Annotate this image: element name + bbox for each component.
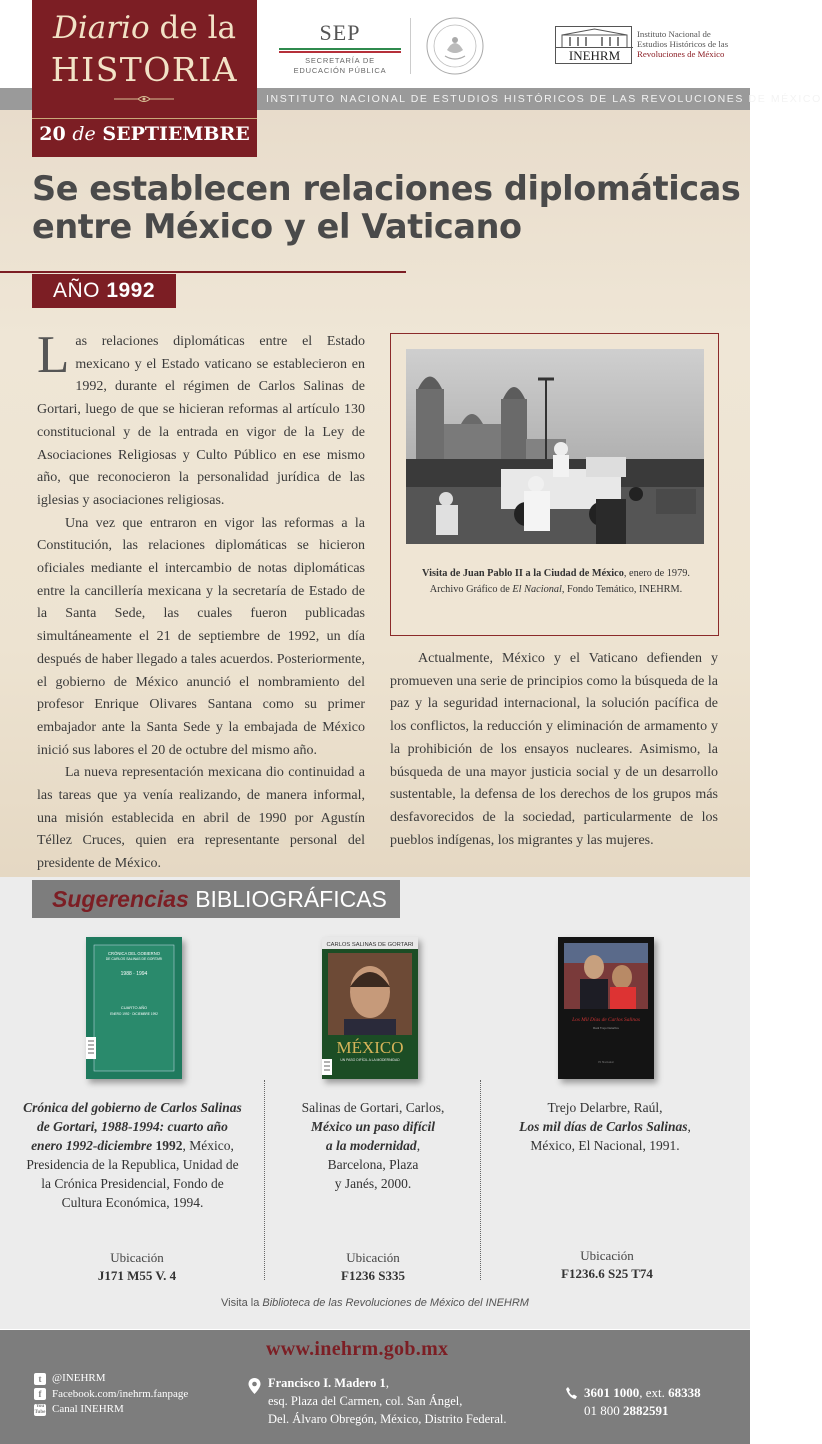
paragraph-3: La nueva representación mexicana dio continuidad a las tareas que ya venía realizando, de manera informal, una misión establecida en abril de 1990 por Agustín Téllez Cruces, quien era representante personal del presidente de México.: [37, 765, 365, 872]
book3-cover-publisher: El Nacional: [598, 1060, 614, 1064]
book-cover-3: [558, 937, 654, 1079]
inehrm-acronym: INEHRM: [556, 47, 633, 63]
book-cover-1: [86, 937, 182, 1079]
historical-photo: [406, 349, 704, 544]
book1-cover-line-3: 1988 · 1994: [120, 971, 148, 977]
sep-red-line: [279, 51, 401, 53]
facebook-link[interactable]: f Facebook.com/inehrm.fanpage: [34, 1387, 188, 1403]
brand-line-2: HISTORIA: [50, 50, 239, 89]
phone-icon: [566, 1387, 577, 1399]
sep-subtitle-2: EDUCACIÓN PÚBLICA: [293, 66, 387, 75]
book-location-1: Ubicación J171 M55 V. 4: [97, 1250, 177, 1283]
book-reference-2: Salinas de Gortari, Carlos, México un paso difícil a la modernidad, Barcelona, Plaza y Janés, 2000.: [301, 1100, 445, 1191]
book3-cover-title: Los Mil Días de Carlos Salinas: [572, 1017, 640, 1023]
social-links: [34, 1371, 188, 1418]
book2-cover-title: MÉXICO: [336, 1038, 404, 1057]
photo-caption: Visita de Juan Pablo II a la Ciudad de México, enero de 1979. Archivo Gráfico de El Nacional, Fondo Temático, INEHRM.: [422, 568, 690, 595]
title-rule: [0, 271, 406, 273]
book2-cover-subtitle: UN PASO DIFÍCIL A LA MODERNIDAD: [340, 1058, 400, 1062]
year-badge: AÑO 1992: [32, 274, 176, 308]
youtube-link[interactable]: You Tube Canal INEHRM: [34, 1403, 124, 1415]
inehrm-fullname: Instituto Nacional de Estudios Históricos de las Revoluciones de México: [637, 29, 729, 59]
suggestions-title: Sugerencias BIBLIOGRÁFICAS: [32, 880, 400, 918]
book-reference-3: Trejo Delarbre, Raúl, Los mil días de Carlos Salinas, México, El Nacional, 1991.: [519, 1100, 691, 1153]
inehrm-building-icon: [555, 26, 632, 64]
facebook-icon: f: [34, 1388, 46, 1400]
drop-cap: L: [37, 326, 70, 384]
sep-title: SEP: [319, 20, 361, 45]
paragraph-2: Una vez que entraron en vigor las reformas a la Constitución, las relaciones diplomáticas se hicieron oficiales mediante el intercambio de notas diplomáticas entre la cancillería mexicana y la secretaría de Estado de la Santa Sede, las cuales fueron publicadas simultáneamente el 21 de septiembre de 1992, un día después de haber llegado a tales acuerdos. Posteriormente, el gobierno de México anunció el nombramiento del profesor Enrique Olivares Santana como su primer embajador ante la Santa Sede y la embajada de México inició sus labores el 20 de octubre del mismo año.: [37, 515, 365, 758]
article-column-left: [37, 326, 365, 876]
book-location-3: Ubicación F1236.6 S25 T74: [561, 1248, 653, 1281]
book-cover-2: [322, 937, 418, 1079]
article-column-right: [390, 648, 718, 852]
sep-subtitle-1: SECRETARÍA DE: [305, 56, 375, 65]
institute-banner: INSTITUTO NACIONAL DE ESTUDIOS HISTÓRICOS DE LAS REVOLUCIONES DE MÉXICO: [0, 88, 750, 110]
book1-cover-line-5: ENERO 1992 · DICIEMBRE 1992: [110, 1012, 158, 1016]
date-label: 20 de SEPTIEMBRE: [32, 118, 257, 157]
twitter-link[interactable]: t @INEHRM: [34, 1371, 188, 1387]
sep-green-line: [279, 48, 401, 50]
twitter-icon: t: [34, 1373, 46, 1385]
article-title: Se establecen relaciones diplomáticas entre México y el Vaticano: [32, 169, 741, 246]
book3-cover-author: Raúl Trejo Delarbre: [592, 1026, 620, 1030]
inehrm-logo: [555, 26, 745, 66]
paragraph-1: Las relaciones diplomáticas entre el Estado mexicano y el Estado vaticano se establecieron en 1992, durante el régimen de Carlos Salinas de Gortari, luego de que se hicieran reformas al artículo 130 constitucional y de la entrada en vigor de la Ley de Asociaciones Religiosas y Culto Público en ese mismo año, que reconocieron la personalidad jurídica de las iglesias y asociaciones religiosas.: [37, 326, 365, 508]
sep-logo: [275, 20, 405, 76]
youtube-icon: You Tube: [34, 1403, 46, 1415]
paragraph-4: Actualmente, México y el Vaticano defienden y promueven una serie de principios como la búsqueda de la paz y la seguridad internacional, la solución pacífica de los conflictos, la reducción y eliminación de armamento y la prohibición de los ensayos nucleares. Asimismo, la búsqueda de una mayor justicia social y de un desarrollo sustentable, la defensa de los derechos de los grupos más desfavorecidos de la sociedad, particularmente de los pueblos indígenas, los migrantes y las mujeres.: [390, 651, 718, 848]
mexico-seal-icon: [425, 16, 485, 76]
column-divider: [264, 1080, 265, 1280]
ornament-icon: [114, 95, 174, 103]
book-reference-1: Crónica del gobierno de Carlos Salinas de Gortari, 1988-1994: cuarto año enero 1992-diciembre 1992, México, Presidencia de la Republica, Unidad de la Crónica Presidencial, Fondo de Cultura Económica, 1994.: [23, 1100, 242, 1210]
book-location-2: Ubicación F1236 S335: [341, 1250, 405, 1283]
library-note: Visita la Biblioteca de las Revoluciones de México del INEHRM: [221, 1297, 529, 1309]
diario-de-la-historia-logo: [32, 0, 257, 157]
book1-cover-line-4: CUARTO AÑO: [120, 1005, 148, 1010]
book2-cover-author: CARLOS SALINAS DE GORTARI: [326, 942, 414, 948]
book1-cover-line-1: CRÓNICA DEL GOBIERNO: [108, 951, 160, 956]
website-link[interactable]: www.inehrm.gob.mx: [266, 1338, 449, 1360]
location-pin-icon: [248, 1378, 261, 1394]
header-divider: [410, 18, 411, 74]
photo-frame: [390, 333, 719, 636]
brand-line-1: Diario de la: [53, 10, 236, 46]
book1-cover-line-2: DE CARLOS SALINAS DE GORTARI: [105, 957, 163, 961]
column-divider: [480, 1080, 481, 1280]
